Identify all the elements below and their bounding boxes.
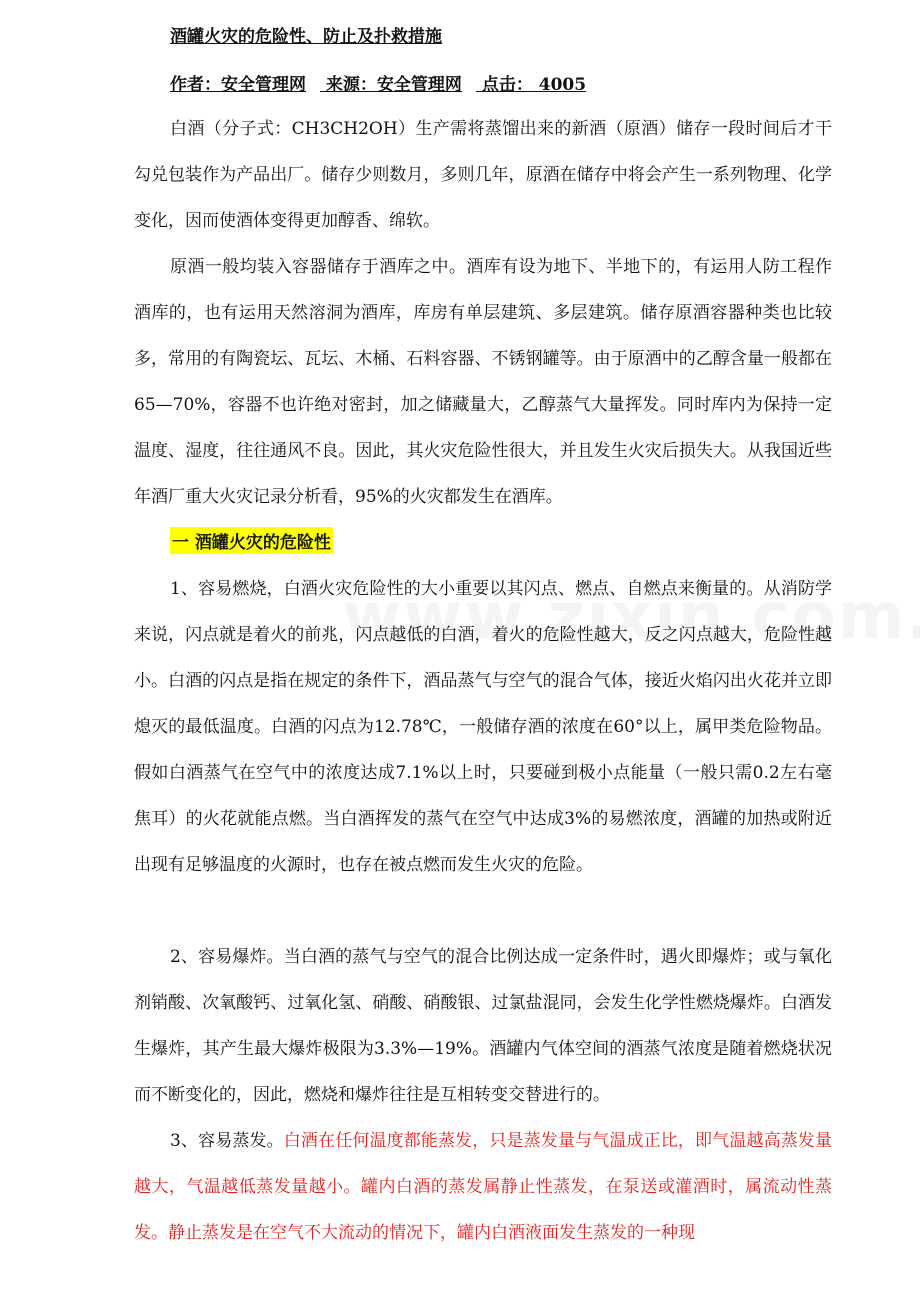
paragraph-storage: 原酒一般均装入容器储存于酒库之中。酒库有设为地下、半地下的，有运用人防工程作酒库的，也有运用天然溶洞为酒库，库房有单层建筑、多层建筑。储存原酒容器种类也比较多，常用的有陶瓷坛、瓦坛、木桶、石料容器、不锈钢罐等。由于原酒中的乙醇含量一般都在65—70%，容器不也许绝对密封，加之储藏量大，乙醇蒸气大量挥发。同时库内为保持一定温度、湿度，往往通风不良。因此，其火灾危险性很大，并且发生火灾后损失大。从我国近些年酒厂重大火灾记录分析看，95%的火灾都发生在酒库。	[134, 257, 832, 507]
author-label: 作者：安全管理网	[170, 75, 306, 95]
source-label: 来源：安全管理网	[325, 75, 462, 95]
clicks-label: 点击： 4005	[481, 75, 587, 95]
hazard-item-3	[134, 1118, 832, 1256]
section-heading-hazards: 一 酒罐火灾的危险性	[170, 527, 333, 554]
hazard-item-1: 1、容易燃烧，白酒火灾危险性的大小重要以其闪点、燃点、自燃点来衡量的。从消防学来说，闪点就是着火的前兆，闪点越低的白酒，着火的危险性越大，反之闪点越大，危险性越小。白酒的闪点是指在规定的条件下，酒品蒸气与空气的混合气体，接近火焰闪出火花并立即熄灭的最低温度。白酒的闪点为12.78℃，一般储存酒的浓度在60°以上，属甲类危险物品。假如白酒蒸气在空气中的浓度达成7.1%以上时，只要碰到极小点能量（一般只需0.2左右毫焦耳）的火花就能点燃。当白酒挥发的蒸气在空气中达成3%的易燃浓度，酒罐的加热或附近出现有足够温度的火源时，也存在被点燃而发生火灾的危险。	[134, 579, 832, 875]
paragraph-intro: 白酒（分子式：CH3CH2OH）生产需将蒸馏出来的新酒（原酒）储存一段时间后才干勾兑包装作为产品出厂。储存少则数月，多则几年，原酒在储存中将会产生一系列物理、化学变化，因而使酒体变得更加醇香、绵软。	[134, 119, 832, 231]
article-meta	[170, 70, 600, 95]
document-title: 酒罐火灾的危险性、防止及扑救措施	[170, 27, 442, 47]
hazard-item-3-lead: 3、容易蒸发。	[170, 1131, 284, 1151]
hazard-item-2: 2、容易爆炸。当白酒的蒸气与空气的混合比例达成一定条件时，遇火即爆炸；或与氧化剂销酸、次氧酸钙、过氧化氢、硝酸、硝酸银、过氯盐混同，会发生化学性燃烧爆炸。白酒发生爆炸，其产生最大爆炸极限为3.3%—19%。酒罐内气体空间的酒蒸气浓度是随着燃烧状况而不断变化的，因此，燃烧和爆炸往往是互相转变交替进行的。	[134, 947, 832, 1105]
hazard-item-3-red-text: 白酒在任何温度都能蒸发，只是蒸发量与气温成正比，即气温越高蒸发量越大，气温越低蒸发量越小。罐内白酒的蒸发属静止性蒸发，在泵送或灌酒时，属流动性蒸发。静止蒸发是在空气不大流动的情况下，罐内白酒液面发生蒸发的一种现	[134, 1131, 832, 1243]
